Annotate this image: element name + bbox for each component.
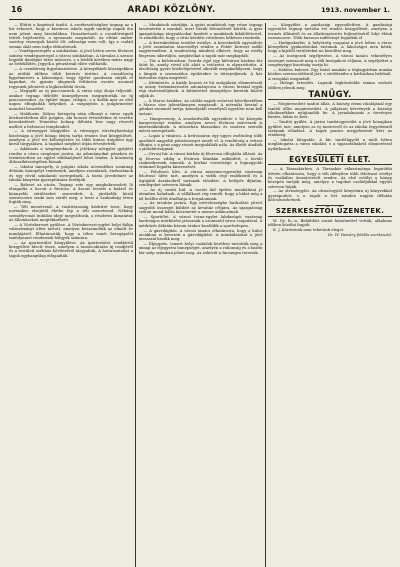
news-paragraph: — Eljegyzés. Ismert helyi családok körében tartották meg a minap az eljegyzési ünnepséget, amelyen a rokonság és a baráti kör szép számban jelent meg. Az esküvőt a farsangra tervezik. xyxy=(138,241,263,255)
news-paragraph: — A Vöröskereszt gyűlése. A Vöröskereszt-egylet helyi fiókja választmányi ülést tartott, amelyen beszámoltak az elmúlt év munkájáról. Elhatározták, hogy a télen ismét betegápolói tanfolyamot rendeznek hölgyek számára. xyxy=(9,222,133,240)
news-paragraph: — Munkások sztrájkja. A gyári munkások egy része tegnap beszüntette a munkát, mert bérük felemelését kérték. A gyár igazgatósága tárgyalásokat kezdett a munkások kiküldötteivel, és remélhető, hogy a vitás kérdést rövidesen békésen rendezik. xyxy=(138,23,263,40)
news-paragraph: — Tanítói gyűlés. A járási tanítóegyesület a jövő hónapban gyűlést tart, amelyen az új tantervről és az iskolai fegyelemről tartanak előadást. A tagok pontos megjelenését kéri az elnökség. xyxy=(268,119,392,138)
news-paragraph: — A vármegyei közgyűlés. A vármegye törvényhatósági bizottsága a jövő hónap elején tartja rendes őszi közgyűlését, amelyen a jövő évi költségvetés és több fontos útépítési ügy kerül tárgyalásra. A tagokat meghívó útján értesítették. xyxy=(9,128,133,147)
column-rule xyxy=(265,23,266,567)
news-paragraph: — Adakozás a szegényeknek. A jótékony nőegylet gyűjtést rendez a város szegényei javára. Az adományokat pénzben és természetben az egylet elnöknőjénél lehet leadni. A közönség áldozatkészségében bíznak. xyxy=(9,146,133,165)
news-paragraph: — A Maros áradása. Az utóbbi napok esőzései következtében a Maros vize jelentékenyen megáradt. A mérnöki hivatal a gátakat szemmel tartja, komolyabb veszélytől egyelőre nem kell tartani. xyxy=(138,97,263,116)
news-paragraph: — Baleset az utcán. Tegnap este egy megbokrosodott ló elragadta a kocsit a főutcán. A kocsis leesett a bakról és könnyebb sérüléseket szenvedett. A járókelők közül szerencsére senki sem sérült meg, a lovat a Szabadság téren fogták meg. xyxy=(9,182,133,205)
page-number: 16 xyxy=(11,5,23,14)
column-area xyxy=(9,23,392,567)
news-paragraph: — Az árvaház javára. Egy névtelenségbe burkolózó jótevő nagyobb összeget küldött az árvaház céljaira. Az igazgatóság ezúton mond hálás köszönetet a nemes adakozónak. xyxy=(138,200,263,215)
column-middle xyxy=(139,23,263,567)
news-paragraph: — A Társaskörben. A Társaskör választmánya legutóbbi ülésén elhatározta, hogy a téli idényben több felolvasó estélyt és családias összejövetelt rendez. Az első estélyt a hónap közepén tartják meg, amelyre a tagokat családjukkal együtt szívesen látják. xyxy=(268,166,392,189)
news-paragraph: — Iskolai látogatás. A kir. tanfelügyelő a múlt héten meglátogatta a város iskoláit, s a tapasztaltakról elismeréssel nyilatkozott. xyxy=(268,137,392,151)
news-paragraph: — Tűz a külvárosban. Szerda éjjel egy külvárosi házban tűz ütött ki, amely rövid idő alatt a tetőzetet is elpusztította. A tűzoltóság gyors közbelépésével sikerült megakadályozni, hogy a lángok a szomszédos épületekre is átterjedjenek. A kár biztosítás útján megtérül. xyxy=(138,57,263,80)
news-paragraph: — Iskolai ünnepély. A polgári iskola növendékei vasárnap délután ünnepélyt rendeznek, amelyen szavalatok, énekszámok és egy rövid színdarab szerepelnek. A tiszta jövedelmet az iskolai könyvtár gyarapítására fordítják. xyxy=(9,164,133,183)
news-paragraph: — Téli menetrend. A vasúttársaság közhírré teszi, hogy november elsejétől életbe lép a téli menetrend. Néhány személyvonat indulási ideje megváltozik, a részletes kimutatás az állomásokon megtekinthető. xyxy=(9,204,133,223)
section-heading: SZERKESZTŐI ÜZENETEK. xyxy=(275,207,385,216)
news-paragraph: — Sportélet. A városi torna-egylet labdarúgói vasárnap barátságos mérkőzést játszanak a szomszéd város csapatával. A mérkőzés délután három órakor kezdődik a sporttelepen. xyxy=(138,213,263,228)
section-divider xyxy=(268,216,392,217)
news-paragraph: — Orvosi hír. A városi kórház új főorvosa elfoglalta állását. Az új főorvos eddig a fővárosi klinikán működött, s kiváló szakembernek ismerik. A kórház vezetősége a legnagyobb örömmel fogadta kinevezését. xyxy=(138,151,263,170)
news-paragraph: — Hangverseny. A zenekedvelők egyesülete e hó közepén hangversenyt rendez, amelyen neves fővárosi művészek is közreműködnek. A műsorban klasszikus és modern szerzők művei szerepelnek. xyxy=(138,115,263,134)
news-paragraph: — Az olvasóegylet. Az olvasóegylet könyvtára új könyvekkel gyarapodott, s a tagok a hét minden napján délután kölcsönözhetnek. xyxy=(268,188,392,203)
section-divider xyxy=(268,164,392,165)
news-paragraph: — Megüresedett tanítói állás. A község elemi iskolájánál egy tanítói állás megüresedett. A pályázati kérvények a községi iskolaszékhez nyújtandók be. A javadalmazás a törvényes fizetés, lakás és kert. xyxy=(268,101,392,120)
news-paragraph: — A csendőrség figyelmeztetése. A környékbeli községekben az utóbbi időben több betörés történt. A csendőrség figyelmezteti a lakosságot, hogy éjjelre gondosan zárják el kapuikat, és gyanús idegenek feltűnése esetén azonnal tegyenek jelentést a legközelebbi őrsön. xyxy=(9,66,133,89)
news-paragraph: — Eltűnt a kispénzű tanító. A szerkesztőséghez tegnap az a hír érkezett, hogy a kisvárosi iskola egyik tanítója napok óta nem jelent meg hivatalában. Hozzátartozói a csendőrségnél tettek bejelentést, a nyomozás megindult. Az eltűnt ember szerény viszonyok között élt, adóssága nem volt, így a család semmi okát nem tudja eltűnésének. xyxy=(9,23,133,49)
column-rule xyxy=(135,23,136,567)
news-paragraph: — Hírlapi értesítés. Lapunk legközelebbi száma szokott időben jelenik meg. xyxy=(268,80,392,90)
news-paragraph: — Lopás a vásáron. A hetivásáron egy ügyes zsebtolvaj több gazdától nagyobb pénzösszeget emelt el. A rendőrség a tettest elfogta, s a pénz nagy részét megtalálták nála. Az illetőt átadták a járásbíróságnak. xyxy=(138,133,263,152)
column-left xyxy=(9,23,133,567)
news-paragraph: — Hadgyakorlat. A helyőrség csapatai a jövő héten a város környékén gyakorlatokat tartanak. A lakosságot arra kérik, hogy a kijelölt területeket ne közelítse meg. xyxy=(268,39,392,54)
news-paragraph: — Az új vasúti híd. A vasúti híd építési munkálatai jó ütemben haladnak. A vállalkozó cég reméli, hogy a hidat még a tél beállta előtt átadhatja a forgalomnak. xyxy=(138,186,263,201)
column-right xyxy=(268,23,392,567)
news-paragraph: — Az ínségesek segélyezése. A városi tanács tekintélyes összeget szavazott meg a téli ínségakció céljaira. A segélyeket a szegényügyi bizottság osztja ki. xyxy=(268,53,392,67)
news-paragraph: — Vendégszereplés a színházban. A jövő héten neves fővárosi színész vendégszerepel a városi színházban. A társulat a szezon legjobb darabjait tűzte műsorra, s a bérlők körében máris nagy az érdeklődés. Jegyek a pénztárnál előre válthatók. xyxy=(9,48,133,67)
editor-signature: Dr. W. Vasváry felelős szerkesztő. xyxy=(328,232,392,238)
news-paragraph: — Felolvasó ülés. A városi múzeum-egyesület vasárnap felolvasó ülést tart, amelyen a vidék régi emlékeiről és a legújabb ásatásokról tartanak előadást. A belépés díjtalan, vendégeket szívesen látnak. xyxy=(138,169,263,187)
newspaper-title: ARADI KÖZLÖNY. xyxy=(127,5,216,15)
news-paragraph: K. J. Kérésének nem tehetünk eleget. xyxy=(273,226,345,232)
news-paragraph: — Kitüntetés. A király hosszú és hű szolgálatai elismeréseül az arany érdemkeresztet adományozta a városi hivatal egyik régi tisztviselőjének. A kitüntetést ünnepélyes keretek között adják át. xyxy=(138,79,263,98)
news-paragraph: — A gázvilágítás. A városi tanács elhatározta, hogy a külső utcákban is bevezeti a gázvilágítást. A munkálatokat a jövő tavasszal kezdik meg. xyxy=(138,227,263,242)
section-heading: EGYESÜLETI ÉLET. xyxy=(289,155,371,164)
news-paragraph: — A kereskedelmi testület estélye. A kereskedők egyesülete a jövő szombaton táncestélyt rendez a Fehér Kereszt szálló nagytermében. A rendezőség mindent elkövet, hogy az estély fényesen sikerüljön, meghívókat a tagok már megkapták. xyxy=(138,39,263,58)
news-paragraph: — Megnyílt az új piaccsarnok. A város régi óhaja teljesült, amikor tegnap délelőtt ünnepélyesen megnyitották az új piaccsarnokot. Az épület tágas, világos, s a kofák már az első napon elfoglalták helyeiket. A megnyitón a polgármester mondott beszédet. xyxy=(9,88,133,111)
news-paragraph: — Az ipartestület közgyűlése. Az ipartestület rendkívüli közgyűlést hívott össze, amelyen a tanoncoktatás új rendjéről és a testületi székház bővítéséről tárgyaltak. A határozatokat a tagok egyhangúlag elfogadták. xyxy=(9,239,133,258)
masthead xyxy=(9,5,392,20)
news-paragraph: W. Gy. B—n. Beküldött sorait köszönettel vettük, alkalmas időben közölni fogjuk. xyxy=(268,217,392,228)
news-paragraph: — Halálozás. Súlyos betegség után elhunyt a város egyik köztiszteletben álló polgára, aki hosszú évtizedeken át vezette kereskedését. Temetése holnap délután lesz nagy részvét mellett a belvárosi templomból. xyxy=(9,110,133,129)
section-heading: TANÜGY. xyxy=(308,90,352,101)
issue-date: 1913. november 1. xyxy=(321,6,390,14)
news-paragraph: — Halálos baleset. Egy fiatal munkás a téglagyárban munka közben szerencsétlenül járt, s sérüléseibe a kórházban belehalt. A vizsgálat megindult. xyxy=(268,66,392,81)
news-paragraph: — Közgyűlés a gazdasági egyesületben. A gazdasági egyesület tegnap tartotta évi rendes közgyűlését, amelyen a termés állásáról és az állattenyésztés fejlesztéséről folyt élénk eszmecsere. Több hasznos indítványt fogadtak el. xyxy=(268,23,392,40)
